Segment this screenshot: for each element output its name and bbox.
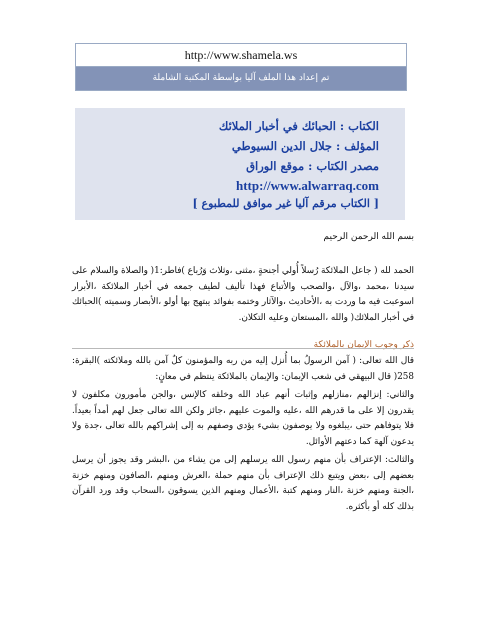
shamela-note: تم إعداد هذا الملف آليا بواسطة المكتبة الشاملة xyxy=(76,67,406,90)
numbering-note: [ الكتاب مرقم آليا غير موافق للمطبوع ] xyxy=(192,197,379,210)
book-info-box xyxy=(75,108,405,220)
intro-paragraph: الحمد لله ( جاعل الملائكة رُسلاً أُولي أجنحةٍ ،مثنى ،وثلاث وَرُباع )فاطر:1( والصلاة والسلام على سيدنا ،محمد ،والآل ،والصحب والأتباع فهذا تأليف لطيف جمعه في أخبار الملائكة ،الأبرار اسوعبت فيه ما وردت به ،الأحاديث ،والآثار وختمه بفوائد يبتهج بها أولو ،الأبصار وسميته )الحبائك في أخبار الملائك( والله ،المستعان وعليه التكلان. xyxy=(72,266,414,323)
source-url[interactable]: http://www.alwarraq.com xyxy=(236,178,379,193)
shamela-banner xyxy=(75,43,407,91)
basmala: بسم الله الرحمن الرحيم xyxy=(323,232,414,242)
book-title: الكتاب : الحبائك في أخبار الملائك xyxy=(218,119,379,133)
book-content xyxy=(72,232,414,518)
shamela-url[interactable]: http://www.shamela.ws xyxy=(76,44,406,67)
paragraph-3: والثالث: الإعتراف بأن منهم رسول الله يرسلهم إلى من يشاء من ،البشر وقد يجوز أن يرسل بعضهم إلى ،بعض ويتبع ذلك الإعتراف بأن منهم حملة ،العرش ومنهم ،الصافون ومنهم خزنة ،الجنة ومنهم خزنة ،النار ومنهم كتبة ،الأعمال ومنهم الذين يسوقون ،السحاب وقد ورد القرآن بذلك كله أو بأكثره. xyxy=(72,455,414,512)
section-heading: ذكر وجوب الإيمان بالملائكة xyxy=(313,340,414,350)
paragraph-1: قال الله تعالى: ( آمن الرسولُ بما أُنزل إليه من ربه والمؤمنون كلٌ آمن بالله وملائكته )البقرة: 258( قال البيهقي في شعب الإيمان: والإيمان بالملائكة ينتظم في معانٍ: xyxy=(72,356,414,382)
book-source: مصدر الكتاب : موقع الوراق xyxy=(246,159,379,173)
book-author: المؤلف : جلال الدين السيوطي xyxy=(231,139,379,153)
paragraph-2: والثاني: إنزالهم ،منازلهم وإثبات أنهم عباد الله وخلقه كالإنس ،والجن مأمورون مكلفون لا يقدرون إلا على ما قدرهم الله ،عليه والموت عليهم ،جائز ولكن الله تعالى جعل لهم أمداً بعيداً. فلا يتوفاهم حتى ،يبلغوه ولا يوصفون بشيء يؤدي وصفهم به إلى إشراكهم بالله تعالى ،جدة ولا يدعون آلهة كما دعتهم الأوائل. xyxy=(72,390,414,447)
section-divider xyxy=(72,348,414,349)
